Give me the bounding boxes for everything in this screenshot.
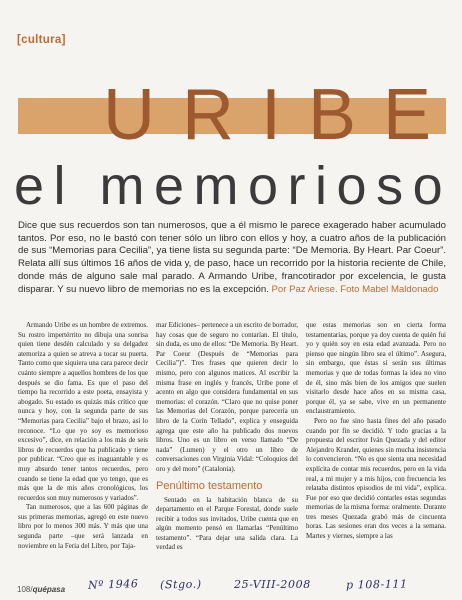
body-column-3 bbox=[306, 321, 446, 575]
handwritten-date: 25-VIII-2008 bbox=[234, 578, 311, 591]
byline: Por Paz Ariese. Foto Mabel Maldonado bbox=[271, 283, 439, 295]
body-column-2 bbox=[156, 321, 298, 575]
lead-paragraph bbox=[18, 220, 446, 296]
paragraph: mar Ediciones– pertenece a un escrito de borrador, hay cosas que de seguro no contarían. El título, sin duda, es uno de ellos: “De Memoria. By Heart. Par Coeur (Después de “Memorias para Cecilia”)”. Tres frases que quieren decir lo mismo, pero con algunos matices. Al escribir la misma frase en inglés y francés, Uribe pone el acento en algo que considera fundamental en sus memorias: el corazón. “Claro que no quise poner las Memorias del Corazón, porque parecería un libro de la Corín Tellado”, explica y enseguida agrega que este año ha publicado dos nuevos libros. Uno es un libro en verso llamado “De nada” (Lumen) y el otro un libro de conversaciones con Virginia Vidal: “Coloquios del oro y del moro” (Catalonia). bbox=[156, 321, 298, 473]
paragraph: Armando Uribe es un hombre de extremos. Su rostro impertérrito no dibuja una sonrisa quien tiene desdén calculado y su delgadez atemoriza a quien se atreva a tocar su puerta. Tanto como que siquiera una cara parece decir cuánto siempre a aquellos hombres de los que después se dio fama. Es que el paso del tiempo ha recorrido a este poeta, ensayista y abogado. Su estado es quizás más crítico que nunca y hoy, con la segunda parte de sus “Memorias para Cecilia” bajo el brazo, así lo reconoce. “Lo que yo soy es memorioso excesivo”, dice, en relación a los más de seis libros de recuerdos que ha publicado y tiene por publicar. “Creo que es inaguantable y es muy absurdo tener tantos recuerdos, pero cuando se tiene la edad que yo tengo, que es más que la de mis años cronológicos, los recuerdos son muy numerosos y variados”. bbox=[18, 321, 148, 502]
article-subtitle: el memorioso bbox=[14, 156, 453, 216]
article-title: URIBE bbox=[103, 75, 459, 155]
paragraph: que estas memorias son en cierta forma testamentarias, porque ya doy cuenta de quién fui yo y quién soy en esta edad avanzada. Pero no pienso que ningún libro sea el último”. Asegura, sin embargo, que éstas sí serán sus últimas memorias y que de todas formas la idea no vino de él, sino más bien de los amigos que suelen visitarlo desde hace años en su misma casa, porque él, ya se sabe, vive en un permanente enclaustramiento. bbox=[306, 321, 446, 416]
folio-separator: / bbox=[30, 585, 33, 594]
handwritten-issue: Nº 1946 bbox=[87, 577, 139, 592]
lead-text: Dice que sus recuerdos son tan numerosos, que a él mismo le parece exagerado haber acumulado tantos. Por eso, no le bastó con tener sólo un libro con ellos y hoy, a cuatro años de la publicación de sus “Memorias para Cecilia”, ya tiene lista su segunda parte: “De Memoria. By Heart. Par Coeur”. Relata allí sus últimos 16 años de vida y, de paso, hace un recorrido por la historia reciente de Chile, donde más de alguno sale mal parado. A Armando Uribe, francotirador por excelencia, le gusta disparar. Y su nuevo libro de memorias no es la excepción. bbox=[18, 220, 446, 295]
handwritten-place: (Stgo.) bbox=[159, 577, 202, 592]
folio bbox=[17, 585, 65, 595]
subheading: Penúltimo testamento bbox=[156, 479, 263, 492]
section-tag: [cultura] bbox=[17, 34, 66, 46]
paragraph: Sentado en la habitación blanca de su departamento en el Parque Forestal, donde suele recibir a todos sus invitados, Uribe cuenta que en algún momento pensó en llamarlas “Penúltimo testamento”. “Para dejar una salida clara. La verdad es bbox=[156, 495, 298, 552]
paragraph: Tan numerosos, que a las 600 páginas de sus primeras memorias, agregó en este nuevo libro por lo menos 300 más. Y más que una segunda parte –que será lanzada en noviembre en la Feria del Libro, por Taja- bbox=[18, 503, 148, 550]
magazine-name: quépasa bbox=[32, 585, 66, 594]
paragraph: Pero no fue sino hasta fines del año pasado cuando por fin se decidió. Y todo gracias a la propuesta del escritor Iván Quezada y del editor Alejandro Krander, quienes sin mucha insistencia lo convencieron. “No es que sienta una necesidad explícita de contar mis recuerdos, pero en la vida real, a mi mujer y a mis hijos, con frecuencia les relataba distintos episodios de mi vida”, explica. Fue por eso que decidió contarles estas segundas memorias de la misma forma: oralmente. Durante tres meses Quezada grabó más de cincuenta horas. Las sesiones eran dos veces a la semana. Martes y viernes, siempre a las bbox=[306, 416, 446, 541]
page-number: 108 bbox=[17, 585, 31, 594]
body-column-1 bbox=[18, 321, 148, 575]
handwritten-pages: p 108-111 bbox=[345, 577, 408, 592]
